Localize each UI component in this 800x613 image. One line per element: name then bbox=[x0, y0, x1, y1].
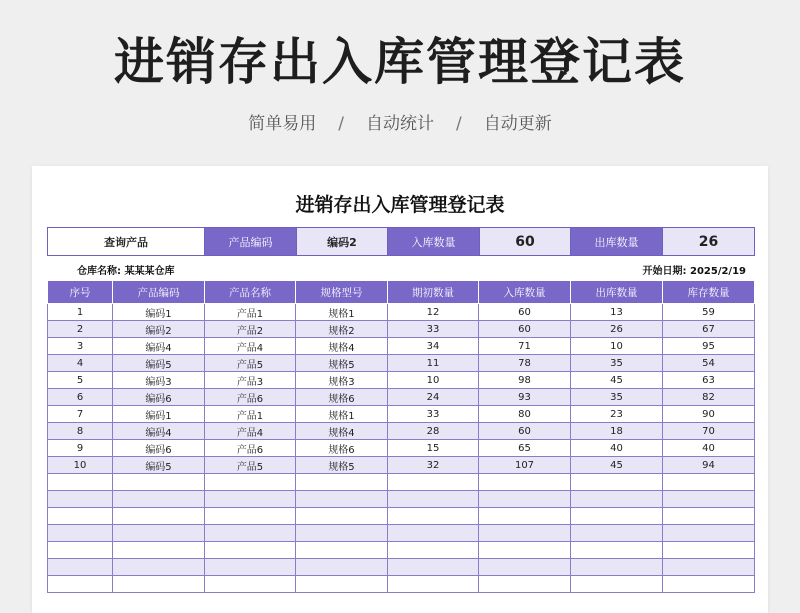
table-row bbox=[48, 542, 755, 559]
table-cell[interactable]: 60 bbox=[479, 321, 571, 338]
table-cell[interactable]: 产品4 bbox=[205, 423, 296, 440]
tagline-item: 简单易用 bbox=[248, 114, 317, 134]
table-cell[interactable]: 9 bbox=[48, 440, 113, 457]
table-cell[interactable]: 11 bbox=[388, 355, 479, 372]
table-cell[interactable]: 71 bbox=[479, 338, 571, 355]
column-header[interactable]: 规格型号 bbox=[296, 281, 388, 304]
table-cell[interactable]: 规格1 bbox=[296, 406, 388, 423]
table-cell[interactable]: 编码1 bbox=[113, 304, 205, 321]
tagline-item: 自动统计 bbox=[366, 114, 434, 134]
warehouse-name: 某某某仓库 bbox=[124, 266, 175, 277]
table-cell[interactable]: 26 bbox=[571, 321, 663, 338]
column-header[interactable]: 库存数量 bbox=[663, 281, 755, 304]
start-date-label: 开始日期: bbox=[642, 266, 687, 277]
column-header[interactable]: 期初数量 bbox=[388, 281, 479, 304]
table-cell[interactable] bbox=[388, 576, 479, 593]
warehouse-info bbox=[77, 262, 174, 277]
table-cell[interactable]: 规格5 bbox=[296, 355, 388, 372]
table-cell[interactable]: 93 bbox=[479, 389, 571, 406]
table-cell[interactable]: 60 bbox=[479, 304, 571, 321]
table-cell[interactable] bbox=[48, 576, 113, 593]
table-cell[interactable] bbox=[205, 525, 296, 542]
table-cell[interactable]: 规格5 bbox=[296, 457, 388, 474]
warehouse-label: 仓库名称: bbox=[77, 266, 121, 277]
table-cell[interactable]: 45 bbox=[571, 457, 663, 474]
query-product-label: 查询产品 bbox=[48, 228, 205, 256]
table-cell[interactable]: 1 bbox=[48, 304, 113, 321]
column-header[interactable]: 入库数量 bbox=[479, 281, 571, 304]
table-cell[interactable] bbox=[296, 491, 388, 508]
table-cell[interactable] bbox=[479, 474, 571, 491]
product-code-input[interactable]: 编码2 bbox=[297, 228, 388, 256]
sheet-title: 进销存出入库管理登记表 bbox=[295, 194, 505, 216]
table-cell[interactable]: 编码1 bbox=[113, 406, 205, 423]
table-cell[interactable] bbox=[296, 559, 388, 576]
table-cell[interactable] bbox=[388, 559, 479, 576]
table-cell[interactable] bbox=[663, 576, 755, 593]
table-cell[interactable]: 产品1 bbox=[205, 406, 296, 423]
table-cell[interactable]: 编码2 bbox=[113, 321, 205, 338]
table-cell[interactable] bbox=[296, 508, 388, 525]
table-cell[interactable]: 编码5 bbox=[113, 457, 205, 474]
table-cell[interactable] bbox=[479, 508, 571, 525]
table-cell[interactable] bbox=[48, 474, 113, 491]
table-cell[interactable]: 40 bbox=[663, 440, 755, 457]
table-row bbox=[48, 559, 755, 576]
table-cell[interactable]: 8 bbox=[48, 423, 113, 440]
table-cell[interactable] bbox=[113, 474, 205, 491]
table-cell[interactable] bbox=[663, 542, 755, 559]
table-cell[interactable] bbox=[205, 542, 296, 559]
table-cell[interactable]: 规格2 bbox=[296, 321, 388, 338]
table-row bbox=[48, 474, 755, 491]
table-cell[interactable] bbox=[388, 474, 479, 491]
table-cell[interactable]: 54 bbox=[663, 355, 755, 372]
out-quantity-value: 26 bbox=[663, 228, 755, 256]
table-cell[interactable]: 产品5 bbox=[205, 355, 296, 372]
tagline-separator: / bbox=[456, 114, 462, 134]
table-cell[interactable]: 107 bbox=[479, 457, 571, 474]
table-cell[interactable]: 63 bbox=[663, 372, 755, 389]
table-cell[interactable]: 34 bbox=[388, 338, 479, 355]
table-row bbox=[48, 372, 755, 389]
column-header[interactable]: 产品编码 bbox=[113, 281, 205, 304]
table-cell[interactable]: 编码3 bbox=[113, 372, 205, 389]
table-cell[interactable] bbox=[571, 474, 663, 491]
table-cell[interactable] bbox=[663, 508, 755, 525]
table-cell[interactable]: 编码5 bbox=[113, 355, 205, 372]
table-row bbox=[48, 338, 755, 355]
table-cell[interactable]: 产品6 bbox=[205, 389, 296, 406]
table-cell[interactable]: 10 bbox=[388, 372, 479, 389]
table-cell[interactable]: 32 bbox=[388, 457, 479, 474]
table-cell[interactable] bbox=[48, 508, 113, 525]
table-row bbox=[48, 321, 755, 338]
table-cell[interactable]: 80 bbox=[479, 406, 571, 423]
table-cell[interactable] bbox=[48, 542, 113, 559]
table-cell[interactable] bbox=[388, 491, 479, 508]
column-header[interactable]: 序号 bbox=[48, 281, 113, 304]
table-cell[interactable] bbox=[479, 559, 571, 576]
inventory-table bbox=[47, 280, 755, 593]
table-cell[interactable] bbox=[113, 559, 205, 576]
table-cell[interactable] bbox=[205, 559, 296, 576]
table-cell[interactable]: 产品1 bbox=[205, 304, 296, 321]
table-cell[interactable]: 规格6 bbox=[296, 440, 388, 457]
table-cell[interactable] bbox=[205, 508, 296, 525]
table-cell[interactable]: 18 bbox=[571, 423, 663, 440]
start-date-value: 2025/2/19 bbox=[689, 266, 746, 277]
table-cell[interactable]: 28 bbox=[388, 423, 479, 440]
table-cell[interactable]: 78 bbox=[479, 355, 571, 372]
table-cell[interactable] bbox=[571, 559, 663, 576]
table-cell[interactable]: 40 bbox=[571, 440, 663, 457]
table-cell[interactable] bbox=[571, 508, 663, 525]
tagline-separator: / bbox=[338, 114, 344, 134]
table-cell[interactable]: 产品5 bbox=[205, 457, 296, 474]
table-cell[interactable] bbox=[113, 525, 205, 542]
table-cell[interactable]: 产品2 bbox=[205, 321, 296, 338]
table-cell[interactable]: 编码6 bbox=[113, 440, 205, 457]
table-cell[interactable] bbox=[48, 525, 113, 542]
table-row bbox=[48, 491, 755, 508]
start-date-info bbox=[643, 262, 747, 277]
column-header[interactable]: 产品名称 bbox=[205, 281, 296, 304]
in-quantity-value: 60 bbox=[480, 228, 571, 256]
table-cell[interactable] bbox=[296, 576, 388, 593]
table-cell[interactable] bbox=[113, 491, 205, 508]
table-cell[interactable] bbox=[479, 542, 571, 559]
table-cell[interactable]: 产品6 bbox=[205, 440, 296, 457]
table-cell[interactable] bbox=[388, 508, 479, 525]
table-cell[interactable] bbox=[296, 542, 388, 559]
table-cell[interactable] bbox=[663, 491, 755, 508]
table-cell[interactable]: 编码4 bbox=[113, 338, 205, 355]
table-cell[interactable]: 35 bbox=[571, 355, 663, 372]
table-cell[interactable] bbox=[296, 474, 388, 491]
table-cell[interactable] bbox=[48, 559, 113, 576]
table-cell[interactable]: 2 bbox=[48, 321, 113, 338]
table-cell[interactable] bbox=[571, 525, 663, 542]
table-cell[interactable]: 94 bbox=[663, 457, 755, 474]
table-cell[interactable]: 规格1 bbox=[296, 304, 388, 321]
table-cell[interactable]: 60 bbox=[479, 423, 571, 440]
table-cell[interactable]: 90 bbox=[663, 406, 755, 423]
sheet-meta bbox=[47, 262, 754, 278]
table-cell[interactable]: 33 bbox=[388, 406, 479, 423]
table-cell[interactable] bbox=[571, 576, 663, 593]
table-row bbox=[48, 508, 755, 525]
table-cell[interactable] bbox=[571, 491, 663, 508]
in-quantity-label: 入库数量 bbox=[388, 228, 480, 256]
table-row bbox=[48, 406, 755, 423]
table-cell[interactable]: 15 bbox=[388, 440, 479, 457]
page-title: 进销存出入库管理登记表 bbox=[114, 33, 686, 91]
table-row bbox=[48, 525, 755, 542]
table-cell[interactable]: 59 bbox=[663, 304, 755, 321]
table-cell[interactable] bbox=[663, 559, 755, 576]
table-cell[interactable] bbox=[571, 542, 663, 559]
table-cell[interactable]: 13 bbox=[571, 304, 663, 321]
table-cell[interactable] bbox=[113, 542, 205, 559]
table-cell[interactable] bbox=[388, 525, 479, 542]
table-cell[interactable]: 45 bbox=[571, 372, 663, 389]
column-header[interactable]: 出库数量 bbox=[571, 281, 663, 304]
table-row bbox=[48, 423, 755, 440]
table-cell[interactable]: 67 bbox=[663, 321, 755, 338]
table-cell[interactable] bbox=[205, 474, 296, 491]
table-cell[interactable] bbox=[113, 508, 205, 525]
table-cell[interactable] bbox=[296, 525, 388, 542]
table-cell[interactable] bbox=[205, 491, 296, 508]
query-panel bbox=[47, 227, 755, 256]
table-cell[interactable] bbox=[663, 525, 755, 542]
table-cell[interactable]: 规格3 bbox=[296, 372, 388, 389]
table-cell[interactable]: 5 bbox=[48, 372, 113, 389]
tagline bbox=[0, 112, 800, 136]
table-row bbox=[48, 457, 755, 474]
table-cell[interactable]: 35 bbox=[571, 389, 663, 406]
table-cell[interactable] bbox=[479, 525, 571, 542]
table-cell[interactable]: 编码4 bbox=[113, 423, 205, 440]
table-cell[interactable] bbox=[479, 491, 571, 508]
table-cell[interactable]: 24 bbox=[388, 389, 479, 406]
table-cell[interactable] bbox=[205, 576, 296, 593]
table-cell[interactable]: 3 bbox=[48, 338, 113, 355]
product-code-label: 产品编码 bbox=[205, 228, 297, 256]
table-cell[interactable]: 98 bbox=[479, 372, 571, 389]
table-cell[interactable]: 70 bbox=[663, 423, 755, 440]
table-row bbox=[48, 576, 755, 593]
spreadsheet-preview bbox=[32, 166, 768, 613]
table-cell[interactable]: 7 bbox=[48, 406, 113, 423]
table-cell[interactable]: 规格6 bbox=[296, 389, 388, 406]
table-cell[interactable]: 6 bbox=[48, 389, 113, 406]
table-cell[interactable]: 产品4 bbox=[205, 338, 296, 355]
table-cell[interactable] bbox=[48, 491, 113, 508]
table-cell[interactable]: 规格4 bbox=[296, 423, 388, 440]
table-cell[interactable]: 规格4 bbox=[296, 338, 388, 355]
out-quantity-label: 出库数量 bbox=[571, 228, 663, 256]
table-cell[interactable] bbox=[479, 576, 571, 593]
table-cell[interactable]: 产品3 bbox=[205, 372, 296, 389]
table-cell[interactable]: 95 bbox=[663, 338, 755, 355]
table-cell[interactable]: 4 bbox=[48, 355, 113, 372]
table-row bbox=[48, 355, 755, 372]
table-cell[interactable]: 10 bbox=[48, 457, 113, 474]
tagline-item: 自动更新 bbox=[483, 114, 552, 134]
table-cell[interactable]: 编码6 bbox=[113, 389, 205, 406]
table-cell[interactable]: 65 bbox=[479, 440, 571, 457]
table-row bbox=[48, 440, 755, 457]
table-cell[interactable]: 10 bbox=[571, 338, 663, 355]
table-cell[interactable]: 12 bbox=[388, 304, 479, 321]
table-cell[interactable] bbox=[388, 542, 479, 559]
table-cell[interactable] bbox=[663, 474, 755, 491]
table-cell[interactable]: 23 bbox=[571, 406, 663, 423]
table-row bbox=[48, 304, 755, 321]
table-cell[interactable]: 33 bbox=[388, 321, 479, 338]
table-row bbox=[48, 389, 755, 406]
table-cell[interactable]: 82 bbox=[663, 389, 755, 406]
table-cell[interactable] bbox=[113, 576, 205, 593]
